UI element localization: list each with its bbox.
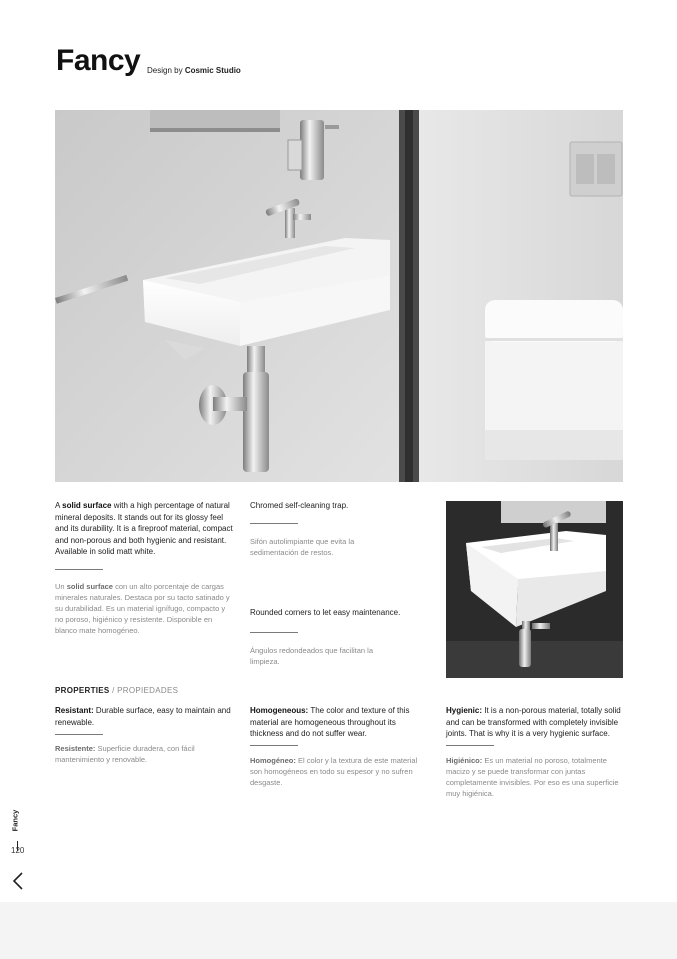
studio-name: Cosmic Studio: [184, 66, 241, 75]
page-number: 120: [11, 846, 25, 855]
section-label: Fancy: [10, 809, 20, 832]
design-by-label: Design by: [147, 66, 183, 75]
divider: [55, 734, 103, 735]
feature-trap-en: Chromed self-cleaning trap.: [250, 501, 349, 510]
designer-credit: [147, 66, 241, 75]
washbasin-detail-illustration: [446, 501, 623, 678]
feature-corners-en: Rounded corners to let easy maintenance.: [250, 608, 401, 617]
solid-surface-term-es: solid surface: [66, 582, 113, 591]
property-homogeneous-es: Homogéneo: El color y la textura de este material son homogéneos en todo su espesor y no sufren desgaste.: [250, 756, 418, 787]
washbasin-scene-illustration: [55, 110, 623, 482]
divider: [250, 523, 298, 524]
properties-heading: PROPERTIES / PROPIEDADES: [55, 686, 179, 695]
feature-corners-es: Ángulos redondeados que facilitan la limpieza.: [250, 646, 374, 666]
divider: [250, 745, 298, 746]
product-photo-detail: [446, 501, 623, 678]
solid-surface-description-en: A solid surface with a high percentage of natural mineral deposits. It stands out for its glossy feel and its durability. It is a fireproof material, compact and non-porous and both hygienic and resistant. Available in solid matt white.: [55, 501, 233, 556]
property-hygienic-en: Hygienic: It is a non-porous material, totally solid and can be transformed with completely invisible joints. That is why it is a very hygienic surface.: [446, 706, 621, 738]
feature-trap-es: Sifón autolimpiante que evita la sedimentación de restos.: [250, 537, 355, 557]
page-title: Fancy: [56, 44, 141, 77]
solid-surface-description-es: Un solid surface con un alto porcentaje de cargas minerales naturales. Destaca por su tacto satinado y su durabilidad. Es un material ignífugo, compacto y no poroso, higiénico y resistente. Disponible en blanco mate homogéneo.: [55, 582, 230, 635]
property-resistant-en: Resistant: Durable surface, easy to maintain and renewable.: [55, 706, 231, 727]
divider: [250, 632, 298, 633]
property-homogeneous-en: Homogeneous: The color and texture of this material are homogeneous throughout its thickness and do not suffer wear.: [250, 706, 410, 738]
product-photo-main: [55, 110, 623, 482]
divider: [446, 745, 494, 746]
footer-bar: [0, 902, 677, 959]
property-hygienic-es: Higiénico: Es un material no poroso, totalmente macizo y se puede transformar con juntas completamente invisibles. Por eso es una superficie muy higiénica.: [446, 756, 619, 798]
solid-surface-term: solid surface: [62, 501, 112, 510]
chevron-left-icon: [10, 870, 28, 892]
divider: [55, 569, 103, 570]
property-resistant-es: Resistente: Superficie duradera, con fácil mantenimiento y renovable.: [55, 744, 195, 764]
back-button[interactable]: [10, 870, 28, 892]
